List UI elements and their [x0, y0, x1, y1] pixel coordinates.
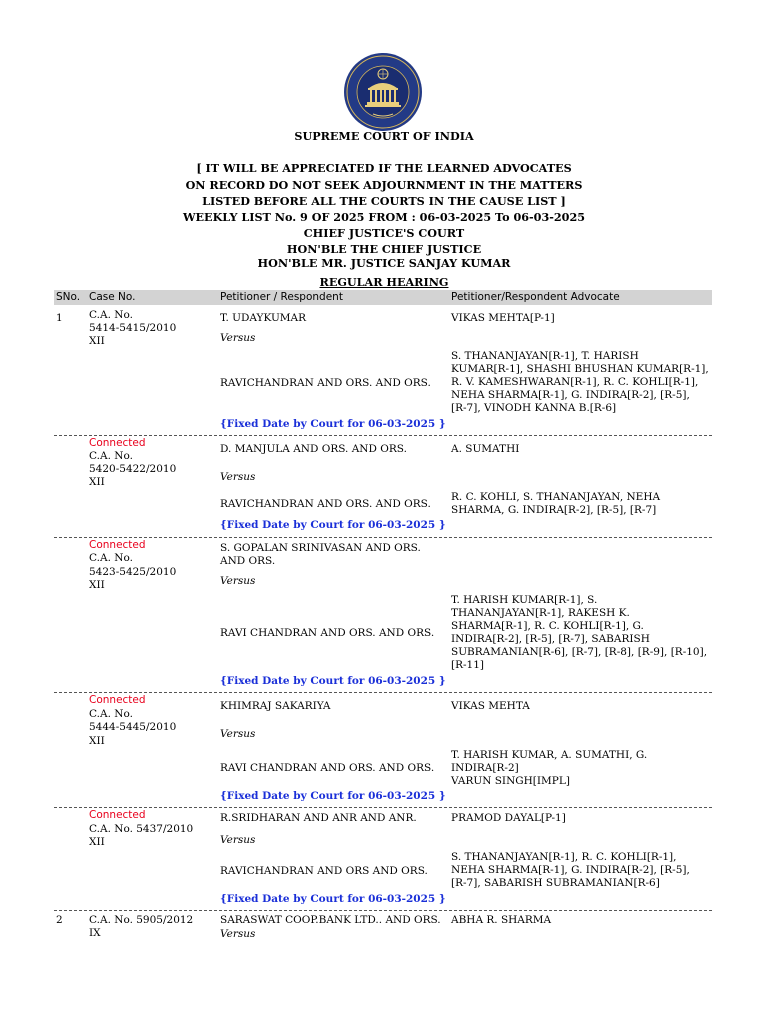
respondent-name: RAVICHANDRAN AND ORS. AND ORS. [220, 498, 431, 510]
respondent-advocate: INDIRA[R-2], [R-5], [R-7], SABARISH [451, 633, 650, 645]
petitioner-name: R.SRIDHARAN AND ANR AND ANR. [220, 812, 417, 824]
column-header-parties: Petitioner / Respondent [220, 291, 343, 303]
bench-judge-1: HON'BLE THE CHIEF JUSTICE [286, 242, 482, 256]
versus-label: Versus [220, 575, 256, 587]
fixed-date-note: {Fixed Date by Court for 06-03-2025 } [220, 790, 446, 802]
row-separator [54, 435, 712, 436]
fixed-date-note: {Fixed Date by Court for 06-03-2025 } [220, 675, 446, 687]
case-number: 5420-5422/2010 [89, 463, 177, 475]
connected-label: Connected [89, 437, 146, 449]
row-separator [54, 692, 712, 693]
respondent-advocate: INDIRA[R-2] [451, 762, 519, 774]
case-number: IX [89, 927, 101, 939]
petitioner-name: AND ORS. [220, 555, 276, 567]
respondent-advocate: T. HARISH KUMAR[R-1], S. [451, 594, 598, 606]
petitioner-advocate: ABHA R. SHARMA [451, 914, 552, 926]
petitioner-name: T. UDAYKUMAR [220, 312, 307, 324]
column-header-sno: SNo. [56, 291, 81, 303]
respondent-advocate: [R-7], SABARISH SUBRAMANIAN[R-6] [451, 877, 660, 889]
respondent-advocate: R. V. KAMESHWARAN[R-1], R. C. KOHLI[R-1], [451, 376, 699, 388]
case-number: C.A. No. [89, 450, 133, 462]
petitioner-advocate: VIKAS MEHTA [451, 700, 530, 712]
case-number: C.A. No. [89, 552, 133, 564]
case-number: 5423-5425/2010 [89, 566, 177, 578]
versus-label: Versus [220, 471, 256, 483]
connected-label: Connected [89, 809, 146, 821]
hearing-type: REGULAR HEARING [319, 275, 449, 289]
case-number: XII [89, 836, 105, 848]
respondent-advocate: R. C. KOHLI, S. THANANJAYAN, NEHA [451, 491, 661, 503]
respondent-name: RAVI CHANDRAN AND ORS. AND ORS. [220, 762, 435, 774]
versus-label: Versus [220, 728, 256, 740]
serial-number: 1 [56, 312, 63, 324]
versus-label: Versus [220, 834, 256, 846]
serial-number: 2 [56, 914, 63, 926]
versus-label: Versus [220, 928, 256, 940]
connected-label: Connected [89, 539, 146, 551]
respondent-advocate: VARUN SINGH[IMPL] [451, 775, 570, 787]
fixed-date-note: {Fixed Date by Court for 06-03-2025 } [220, 418, 446, 430]
case-number: XII [89, 735, 105, 747]
case-number: XII [89, 579, 105, 591]
petitioner-name: D. MANJULA AND ORS. AND ORS. [220, 443, 407, 455]
notice-line-3: LISTED BEFORE ALL THE COURTS IN THE CAUSE LIST ] [202, 194, 566, 208]
column-header-case-no: Case No. [89, 291, 136, 303]
court-room: CHIEF JUSTICE'S COURT [303, 226, 465, 240]
supreme-court-emblem-icon [343, 52, 423, 132]
case-number: C.A. No. [89, 708, 133, 720]
respondent-advocate: SUBRAMANIAN[R-6], [R-7], [R-8], [R-9], [R-10], [451, 646, 708, 658]
respondent-advocate: SHARMA, G. INDIRA[R-2], [R-5], [R-7] [451, 504, 657, 516]
case-number: C.A. No. 5437/2010 [89, 823, 194, 835]
petitioner-name: KHIMRAJ SAKARIYA [220, 700, 331, 712]
case-number: C.A. No. [89, 309, 133, 321]
connected-label: Connected [89, 694, 146, 706]
respondent-advocate: [R-7], VINODH KANNA B.[R-6] [451, 402, 617, 414]
row-separator [54, 910, 712, 911]
respondent-advocate: T. HARISH KUMAR, A. SUMATHI, G. [451, 749, 648, 761]
row-separator [54, 807, 712, 808]
petitioner-advocate: A. SUMATHI [451, 443, 520, 455]
weekly-list-title: WEEKLY LIST No. 9 OF 2025 FROM : 06-03-2025 To 06-03-2025 [182, 210, 586, 224]
respondent-advocate: S. THANANJAYAN[R-1], T. HARISH [451, 350, 639, 362]
notice-line-2: ON RECORD DO NOT SEEK ADJOURNMENT IN THE MATTERS [185, 178, 583, 192]
petitioner-advocate: PRAMOD DAYAL[P-1] [451, 812, 566, 824]
respondent-advocate: NEHA SHARMA[R-1], G. INDIRA[R-2], [R-5], [451, 864, 690, 876]
case-number: C.A. No. 5905/2012 [89, 914, 194, 926]
fixed-date-note: {Fixed Date by Court for 06-03-2025 } [220, 519, 446, 531]
petitioner-name: S. GOPALAN SRINIVASAN AND ORS. [220, 542, 421, 554]
respondent-advocate: [R-11] [451, 659, 485, 671]
petitioner-advocate: VIKAS MEHTA[P-1] [451, 312, 555, 324]
respondent-name: RAVICHANDRAN AND ORS AND ORS. [220, 865, 428, 877]
bench-judge-2: HON'BLE MR. JUSTICE SANJAY KUMAR [257, 256, 511, 270]
column-header-advocates: Petitioner/Respondent Advocate [451, 291, 620, 303]
respondent-advocate: THANANJAYAN[R-1], RAKESH K. [451, 607, 630, 619]
versus-label: Versus [220, 332, 256, 344]
case-number: 5444-5445/2010 [89, 721, 177, 733]
respondent-advocate: KUMAR[R-1], SHASHI BHUSHAN KUMAR[R-1], [451, 363, 709, 375]
petitioner-name: SARASWAT COOP.BANK LTD.. AND ORS. [220, 914, 441, 926]
case-number: XII [89, 476, 105, 488]
court-title: SUPREME COURT OF INDIA [294, 129, 474, 143]
case-number: 5414-5415/2010 [89, 322, 177, 334]
respondent-advocate: NEHA SHARMA[R-1], G. INDIRA[R-2], [R-5], [451, 389, 690, 401]
notice-line-1: [ IT WILL BE APPRECIATED IF THE LEARNED ADVOCATES [196, 161, 572, 175]
respondent-advocate: S. THANANJAYAN[R-1], R. C. KOHLI[R-1], [451, 851, 677, 863]
case-number: XII [89, 335, 105, 347]
row-separator [54, 537, 712, 538]
fixed-date-note: {Fixed Date by Court for 06-03-2025 } [220, 893, 446, 905]
respondent-name: RAVI CHANDRAN AND ORS. AND ORS. [220, 627, 435, 639]
respondent-advocate: SHARMA[R-1], R. C. KOHLI[R-1], G. [451, 620, 644, 632]
respondent-name: RAVICHANDRAN AND ORS. AND ORS. [220, 377, 431, 389]
